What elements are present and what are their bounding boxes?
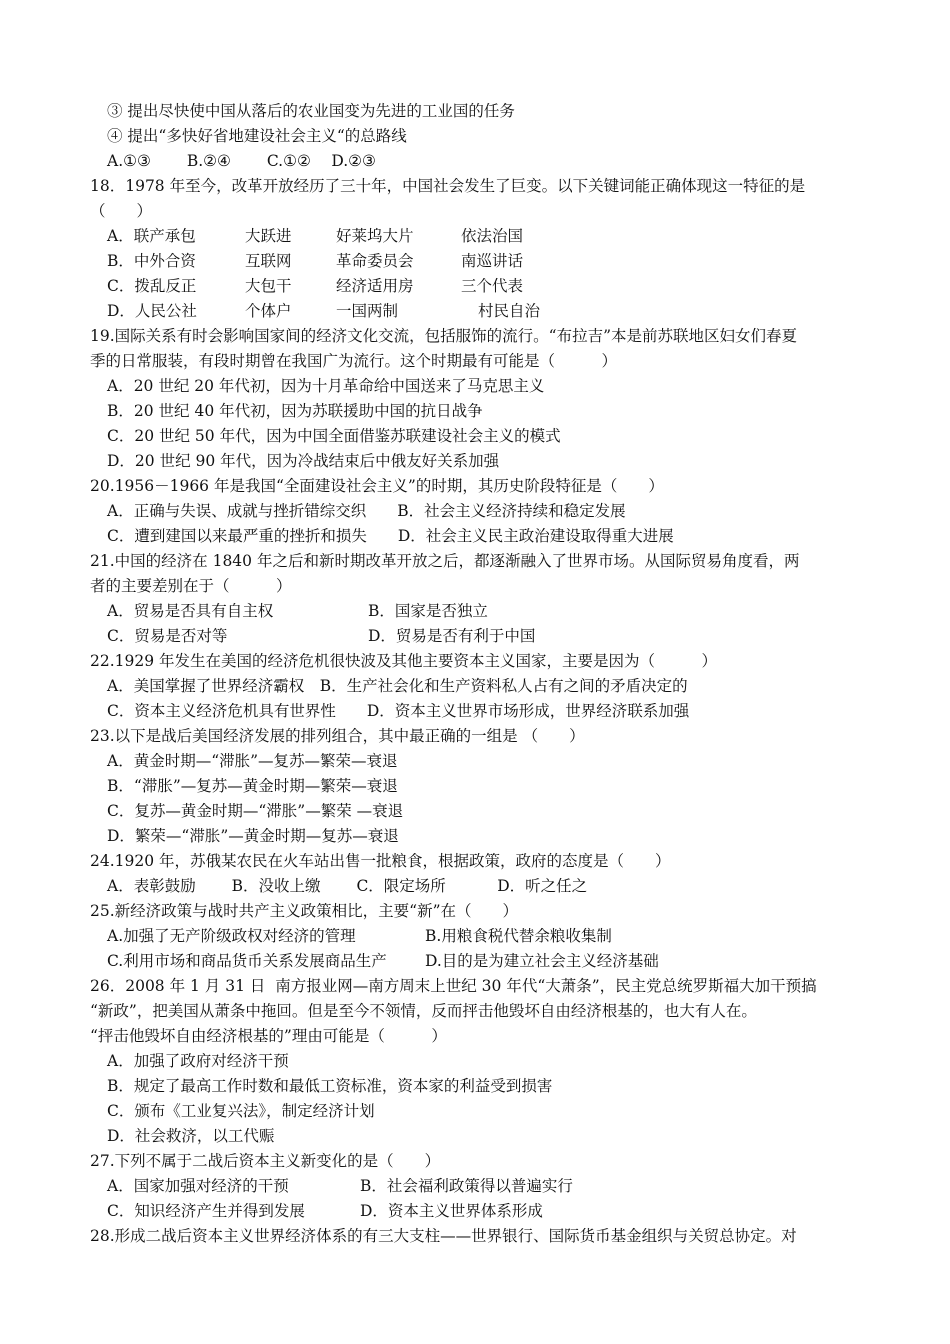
question-18-stem: （ ） [90, 202, 153, 220]
question-21-stem: 21.中国的经济在 1840 年之后和新时期改革开放之后，都逐渐融入了世界市场。从国际贸易角度看，两 [90, 552, 800, 570]
question-19-stem: 季的日常服装，有段时期曾在我国广为流行。这个时期最有可能是（ ） [90, 352, 618, 370]
question-25-option: B.用粮食税代替余粮收集制 [425, 927, 612, 945]
option-cell: 好莱坞大片 [336, 227, 414, 245]
question-21-option: B．国家是否独立 [368, 602, 488, 620]
option-cell: 三个代表 [461, 277, 524, 295]
question-21-option: A．贸易是否具有自主权 [107, 602, 274, 620]
question-19-option: B．20 世纪 40 年代初，因为苏联援助中国的抗日战争 [107, 402, 483, 420]
question-21-stem: 者的主要差别在于（ ） [90, 577, 292, 595]
option-cell: B．中外合资 [107, 252, 196, 270]
option-cell: 革命委员会 [336, 252, 414, 270]
question-23-option: A．黄金时期—“滞胀”—复苏—繁荣—衰退 [107, 752, 398, 770]
question-26-option: A．加强了政府对经济干预 [107, 1052, 289, 1070]
question-23-option: C．复苏—黄金时期—“滞胀”—繁荣 —衰退 [107, 802, 404, 820]
question-21-option: D．贸易是否有利于中国 [368, 627, 536, 645]
question-19-option: A．20 世纪 20 年代初，因为十月革命给中国送来了马克思主义 [107, 377, 545, 395]
option-cell: 个体户 [245, 302, 292, 320]
question-20-stem: 20.1956－1966 年是我国“全面建设社会主义”的时期，其历史阶段特征是（ ） [90, 477, 664, 495]
option-cell: C．拨乱反正 [107, 277, 197, 295]
intro-line: ④ 提出“多快好省地建设社会主义“的总路线 [107, 127, 407, 145]
question-19-option: D．20 世纪 90 年代，因为冷战结束后中俄友好关系加强 [107, 452, 500, 470]
question-19-option: C．20 世纪 50 年代，因为中国全面借鉴苏联建设社会主义的模式 [107, 427, 561, 445]
question-24-option: A．表彰鼓励 B．没收上缴 C．限定场所 D．听之任之 [107, 877, 588, 895]
question-27-option: B．社会福利政策得以普遍实行 [360, 1177, 573, 1195]
question-25-option: A.加强了无产阶级政权对经济的管理 [107, 927, 356, 945]
question-25-option: C.利用市场和商品货币关系发展商品生产 [107, 952, 387, 970]
option-cell: 南巡讲话 [461, 252, 524, 270]
option-cell: 依法治国 [461, 227, 524, 245]
question-20-option: C．遭到建国以来最严重的挫折和损失 D．社会主义民主政治建设取得重大进展 [107, 527, 674, 545]
question-19-stem: 19.国际关系有时会影响国家间的经济文化交流，包括服饰的流行。“布拉吉”本是前苏联地区妇女们春夏 [90, 327, 798, 345]
option-cell: 一国两制 [336, 302, 399, 320]
question-26-stem: 26．2008 年 1 月 31 日 南方报业网—南方周末上世纪 30 年代“大萧条”，民主党总统罗斯福大加干预搞 [90, 977, 817, 995]
option-cell: 村民自治 [478, 302, 541, 320]
option-cell: 互联网 [245, 252, 292, 270]
question-27-stem: 27.下列不属于二战后资本主义新变化的是（ ） [90, 1152, 441, 1170]
intro-options: A.①③ B.②④ C.①② D.②③ [107, 152, 376, 170]
question-21-option: C．贸易是否对等 [107, 627, 228, 645]
question-26-option: D．社会救济，以工代赈 [107, 1127, 275, 1145]
option-cell: 大包干 [245, 277, 292, 295]
question-28-stem: 28.形成二战后资本主义世界经济体系的有三大支柱——世界银行、国际货币基金组织与关贸总协定。对 [90, 1227, 797, 1245]
question-26-stem: “新政”，把美国从萧条中拖回。但是至今不领情，反而抨击他毁坏自由经济根基的，也大有人在。 [90, 1002, 757, 1020]
question-23-option: D．繁荣—“滞胀”—黄金时期—复苏—衰退 [107, 827, 399, 845]
question-18-stem: 18．1978 年至今，改革开放经历了三十年，中国社会发生了巨变。以下关键词能正确体现这一特征的是 [90, 177, 806, 195]
question-25-option: D.目的是为建立社会主义经济基础 [425, 952, 659, 970]
question-22-stem: 22.1929 年发生在美国的经济危机很快波及其他主要资本主义国家，主要是因为（ ） [90, 652, 718, 670]
question-27-option: D．资本主义世界体系形成 [360, 1202, 543, 1220]
question-22-option: C．资本主义经济危机具有世界性 D．资本主义世界市场形成，世界经济联系加强 [107, 702, 690, 720]
option-cell: 经济适用房 [336, 277, 414, 295]
option-cell: A．联产承包 [107, 227, 196, 245]
question-26-option: B．规定了最高工作时数和最低工资标准，资本家的利益受到损害 [107, 1077, 553, 1095]
question-23-stem: 23.以下是战后美国经济发展的排列组合，其中最正确的一组是 （ ） [90, 727, 585, 745]
question-27-option: A．国家加强对经济的干预 [107, 1177, 289, 1195]
option-cell: D．人民公社 [107, 302, 197, 320]
question-27-option: C．知识经济产生并得到发展 [107, 1202, 305, 1220]
question-23-option: B．“滞胀”—复苏—黄金时期—繁荣—衰退 [107, 777, 398, 795]
question-24-stem: 24.1920 年，苏俄某农民在火车站出售一批粮食，根据政策，政府的态度是（ ） [90, 852, 671, 870]
intro-line: ③ 提出尽快使中国从落后的农业国变为先进的工业国的任务 [107, 102, 515, 120]
question-25-stem: 25.新经济政策与战时共产主义政策相比，主要“新”在（ ） [90, 902, 519, 920]
question-26-stem: “抨击他毁坏自由经济根基的”理由可能是（ ） [90, 1027, 447, 1045]
option-cell: 大跃进 [245, 227, 292, 245]
question-26-option: C．颁布《工业复兴法》，制定经济计划 [107, 1102, 375, 1120]
question-22-option: A．美国掌握了世界经济霸权 B．生产社会化和生产资料私人占有之间的矛盾决定的 [107, 677, 688, 695]
question-20-option: A．正确与失误、成就与挫折错综交织 B．社会主义经济持续和稳定发展 [107, 502, 626, 520]
